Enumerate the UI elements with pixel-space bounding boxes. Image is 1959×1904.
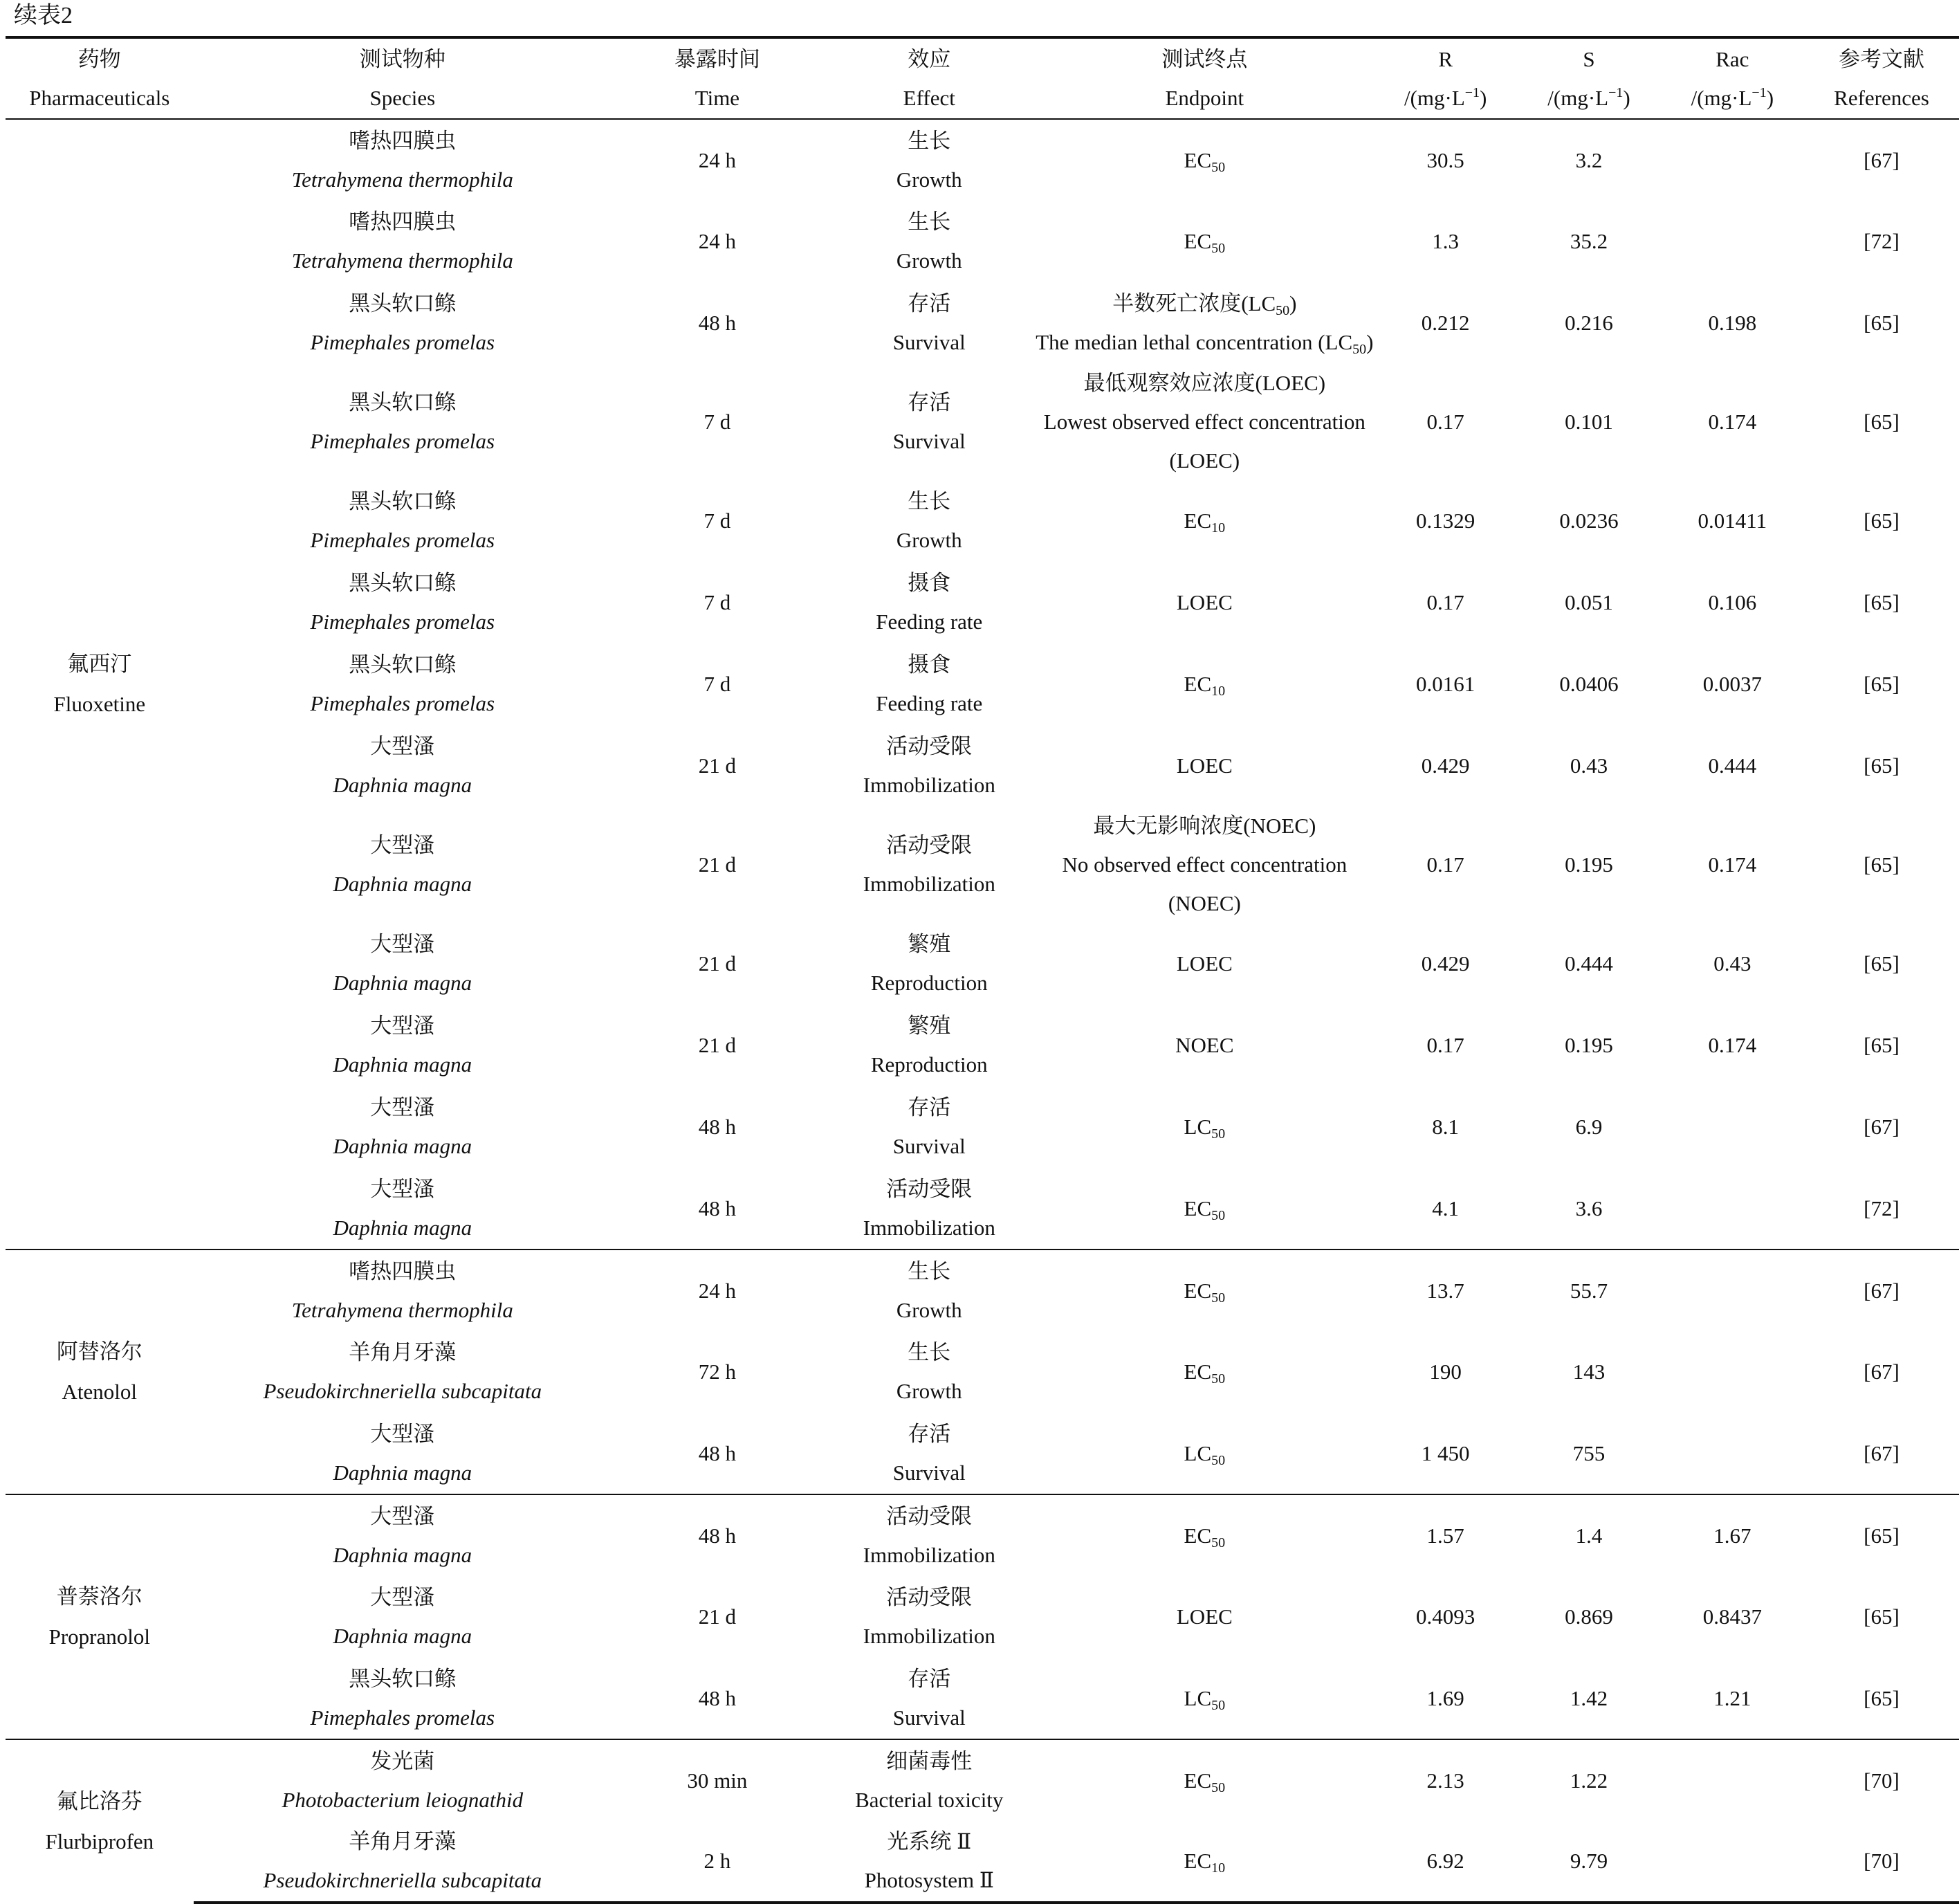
effect-cell xyxy=(823,1250,1036,1331)
endpoint-cell: $EC_{10}$ xyxy=(1036,1821,1374,1903)
species-zh: 大型溞 xyxy=(370,1095,435,1119)
endpoint-cell: $EC_{10}$ xyxy=(1184,672,1226,699)
s-value-cell: 6.9 xyxy=(1575,1115,1603,1139)
effect-zh: 繁殖 xyxy=(908,932,951,956)
time-cell: 7 d xyxy=(703,590,731,614)
r-value-cell: 0.17 xyxy=(1426,590,1464,614)
s-value-cell: 0.216 xyxy=(1565,311,1613,335)
species-en: Daphnia magna xyxy=(333,1134,472,1158)
table-row xyxy=(6,1005,1959,1086)
rac-value-cell: 0.0037 xyxy=(1702,672,1762,696)
effect-en: Growth xyxy=(896,1297,962,1322)
endpoint-cell: $LC_{50}$ xyxy=(1184,1685,1226,1713)
toxicity-table xyxy=(6,36,1959,1904)
rac-value-cell xyxy=(1661,1739,1804,1821)
s-value-cell: 1.22 xyxy=(1517,1739,1660,1821)
effect-cell xyxy=(823,480,1036,562)
time-cell: 21 d xyxy=(698,852,737,877)
r-value-cell: 190 xyxy=(1429,1360,1462,1384)
header-r: R $/(mg\cdot L^{-1})$ xyxy=(1374,37,1517,119)
drug-name-en: Atenolol xyxy=(62,1380,138,1404)
species-en: Daphnia magna xyxy=(333,1624,472,1648)
table-row xyxy=(6,725,1959,807)
effect-en: Feeding rate xyxy=(876,610,983,634)
species-en: Daphnia magna xyxy=(333,872,472,896)
effect-zh: 生长 xyxy=(908,128,951,153)
s-value-cell: 0.195 xyxy=(1565,1033,1613,1057)
table-row xyxy=(6,1250,1959,1331)
effect-zh: 存活 xyxy=(908,390,951,414)
header-species: 测试物种 Species xyxy=(194,37,611,119)
rac-value-cell: 0.444 xyxy=(1708,753,1757,778)
species-zh: 嗜热四膜虫 xyxy=(349,1258,457,1283)
table-row xyxy=(6,201,1959,282)
rac-value-cell xyxy=(1661,1168,1804,1250)
effect-cell xyxy=(823,364,1036,480)
s-value-cell: 0.43 xyxy=(1570,753,1608,778)
time-cell: 24 h xyxy=(698,147,737,172)
species-en: Daphnia magna xyxy=(333,773,472,797)
species-cell xyxy=(194,1168,611,1250)
s-value-cell: 0.051 xyxy=(1565,590,1613,614)
effect-en: Survival xyxy=(892,429,966,453)
endpoint-cell: LOEC xyxy=(1176,1604,1233,1629)
species-zh: 大型溞 xyxy=(370,1503,435,1528)
drug-cell xyxy=(6,1250,194,1494)
effect-cell xyxy=(823,201,1036,282)
table-row xyxy=(6,643,1959,725)
species-cell xyxy=(194,1739,611,1821)
endpoint-cell: LOEC xyxy=(1176,951,1233,976)
effect-en: Survival xyxy=(892,1705,966,1730)
endpoint-cell: $LC_{50}$ xyxy=(1184,1115,1226,1142)
s-value-cell: 0.101 xyxy=(1565,410,1613,434)
species-zh: 黑头软口鲦 xyxy=(349,291,457,315)
time-cell: 48 h xyxy=(611,1494,823,1576)
r-value-cell: 0.0161 xyxy=(1416,672,1475,696)
reference-cell: [65] xyxy=(1864,951,1900,976)
time-cell: 7 d xyxy=(703,672,731,696)
s-value-cell: 755 xyxy=(1572,1440,1606,1465)
effect-zh: 活动受限 xyxy=(886,734,973,758)
species-cell xyxy=(194,1005,611,1086)
species-zh: 发光菌 xyxy=(370,1748,435,1773)
drug-name-en: Fluoxetine xyxy=(53,692,146,716)
endpoint-cell: 最低观察效应浓度(LOEC) Lowest observed effect concentration (LOEC) xyxy=(1043,371,1365,473)
species-cell xyxy=(194,1250,611,1331)
r-value-cell: 13.7 xyxy=(1374,1250,1517,1331)
species-en: Pimephales promelas xyxy=(310,330,495,354)
effect-zh: 活动受限 xyxy=(886,1585,973,1609)
r-value-cell: 0.4093 xyxy=(1416,1604,1475,1629)
s-value-cell: 0.195 xyxy=(1565,852,1613,877)
species-en: Daphnia magna xyxy=(333,971,472,995)
reference-cell: [65] xyxy=(1864,590,1900,614)
time-cell: 48 h xyxy=(698,1115,737,1139)
rac-value-cell: 0.43 xyxy=(1713,951,1751,976)
table-row xyxy=(6,1658,1959,1739)
s-value-cell: 0.0236 xyxy=(1559,509,1619,533)
species-cell xyxy=(194,1331,611,1413)
species-en: Pseudokirchneriella subcapitata xyxy=(263,1868,542,1892)
effect-en: Survival xyxy=(892,330,966,354)
effect-zh: 活动受限 xyxy=(886,1503,973,1528)
reference-cell: [67] xyxy=(1864,1440,1900,1465)
species-zh: 黑头软口鲦 xyxy=(349,1666,457,1691)
r-value-cell: 30.5 xyxy=(1426,147,1464,172)
effect-zh: 生长 xyxy=(908,210,951,234)
r-value-cell: 2.13 xyxy=(1374,1739,1517,1821)
table-row xyxy=(6,1494,1959,1576)
endpoint-cell: $EC_{50}$ xyxy=(1036,1739,1374,1821)
header-rac: Rac $/(mg\cdot L^{-1})$ xyxy=(1661,37,1804,119)
effect-en: Survival xyxy=(892,1460,966,1485)
effect-cell xyxy=(823,1494,1036,1576)
rac-value-cell: 1.67 xyxy=(1661,1494,1804,1576)
rac-value-cell: 0.01411 xyxy=(1698,509,1767,533)
header-endpoint: 测试终点 Endpoint xyxy=(1036,37,1374,119)
time-cell: 30 min xyxy=(611,1739,823,1821)
rac-value-cell: 0.174 xyxy=(1708,1033,1757,1057)
effect-zh: 光系统 Ⅱ xyxy=(887,1829,972,1853)
time-cell: 21 d xyxy=(698,1033,737,1057)
species-cell xyxy=(194,1494,611,1576)
species-en: Pimephales promelas xyxy=(310,429,495,453)
s-value-cell: 9.79 xyxy=(1517,1821,1660,1903)
effect-zh: 活动受限 xyxy=(886,833,973,857)
reference-cell: [65] xyxy=(1864,1604,1900,1629)
effect-en: Reproduction xyxy=(870,971,988,995)
species-en: Daphnia magna xyxy=(333,1052,472,1077)
reference-cell: [65] xyxy=(1804,1494,1959,1576)
r-value-cell: 1.57 xyxy=(1374,1494,1517,1576)
species-en: Pimephales promelas xyxy=(310,528,495,552)
effect-zh: 繁殖 xyxy=(908,1014,951,1038)
s-value-cell: 0.869 xyxy=(1565,1604,1613,1629)
effect-cell xyxy=(823,923,1036,1005)
s-value-cell: 55.7 xyxy=(1517,1250,1660,1331)
effect-cell xyxy=(823,1331,1036,1413)
species-zh: 大型溞 xyxy=(370,1585,435,1609)
rac-value-cell: 0.198 xyxy=(1708,311,1757,335)
r-value-cell: 1 450 xyxy=(1421,1440,1470,1465)
header-references: 参考文献 References xyxy=(1804,37,1959,119)
effect-en: Immobilization xyxy=(863,773,995,797)
effect-zh: 生长 xyxy=(908,1340,951,1364)
rac-value-cell xyxy=(1661,1086,1804,1168)
species-cell xyxy=(194,364,611,480)
s-value-cell: 1.42 xyxy=(1570,1685,1608,1710)
reference-cell: [65] xyxy=(1864,753,1900,778)
species-zh: 嗜热四膜虫 xyxy=(349,128,457,153)
species-zh: 羊角月牙藻 xyxy=(349,1340,457,1364)
species-zh: 大型溞 xyxy=(370,734,435,758)
table-row xyxy=(6,282,1959,364)
species-zh: 黑头软口鲦 xyxy=(349,489,457,513)
rac-value-cell xyxy=(1661,119,1804,201)
s-value-cell: 35.2 xyxy=(1570,229,1608,253)
species-cell xyxy=(194,1413,611,1494)
species-cell xyxy=(194,1821,611,1903)
r-value-cell: 8.1 xyxy=(1432,1115,1460,1139)
time-cell: 48 h xyxy=(698,311,737,335)
drug-cell xyxy=(6,1494,194,1739)
effect-cell xyxy=(823,562,1036,643)
species-en: Pimephales promelas xyxy=(310,691,495,715)
species-zh: 黑头软口鲦 xyxy=(349,652,457,677)
reference-cell: [65] xyxy=(1864,1033,1900,1057)
effect-cell xyxy=(823,1576,1036,1658)
effect-en: Feeding rate xyxy=(876,691,983,715)
time-cell: 21 d xyxy=(698,1604,737,1629)
s-value-cell: 143 xyxy=(1572,1360,1606,1384)
time-cell: 2 h xyxy=(611,1821,823,1903)
reference-cell: [67] xyxy=(1804,1250,1959,1331)
table-row xyxy=(6,562,1959,643)
table-row xyxy=(6,1739,1959,1821)
table-row xyxy=(6,1086,1959,1168)
reference-cell: [67] xyxy=(1864,147,1900,172)
effect-en: Survival xyxy=(892,1134,966,1158)
effect-cell xyxy=(823,1739,1036,1821)
effect-zh: 存活 xyxy=(908,1421,951,1446)
species-en: Tetrahymena thermophila xyxy=(291,248,513,273)
effect-en: Immobilization xyxy=(863,1542,995,1567)
species-zh: 黑头软口鲦 xyxy=(349,390,457,414)
endpoint-cell: $EC_{50}$ xyxy=(1184,1360,1226,1386)
time-cell: 7 d xyxy=(703,410,731,434)
table-row xyxy=(6,807,1959,923)
s-value-cell: 1.4 xyxy=(1517,1494,1660,1576)
species-cell xyxy=(194,725,611,807)
r-value-cell: 0.17 xyxy=(1426,852,1464,877)
effect-en: Immobilization xyxy=(863,872,995,896)
r-value-cell: 0.17 xyxy=(1426,1033,1464,1057)
species-cell xyxy=(194,1086,611,1168)
time-cell: 21 d xyxy=(698,753,737,778)
reference-cell: [65] xyxy=(1864,509,1900,533)
species-zh: 大型溞 xyxy=(370,1014,435,1038)
time-cell: 48 h xyxy=(698,1440,737,1465)
r-value-cell: 0.429 xyxy=(1421,753,1470,778)
effect-en: Immobilization xyxy=(863,1624,995,1648)
time-cell: 72 h xyxy=(698,1360,737,1384)
r-value-cell: 0.1329 xyxy=(1416,509,1475,533)
endpoint-cell: $EC_{50}$ xyxy=(1184,147,1226,175)
effect-cell xyxy=(823,1168,1036,1250)
effect-zh: 生长 xyxy=(908,489,951,513)
species-zh: 羊角月牙藻 xyxy=(349,1829,457,1853)
effect-en: Photosystem Ⅱ xyxy=(864,1868,994,1892)
species-cell xyxy=(194,643,611,725)
drug-name-en: Propranolol xyxy=(48,1624,150,1649)
species-en: Daphnia magna xyxy=(333,1460,472,1485)
species-cell xyxy=(194,923,611,1005)
effect-zh: 存活 xyxy=(908,1666,951,1691)
effect-zh: 活动受限 xyxy=(886,1176,973,1201)
reference-cell: [70] xyxy=(1804,1821,1959,1903)
species-en: Pseudokirchneriella subcapitata xyxy=(263,1379,542,1403)
effect-zh: 摄食 xyxy=(908,652,951,677)
table-row xyxy=(6,480,1959,562)
r-value-cell: 0.17 xyxy=(1426,410,1464,434)
table-row xyxy=(6,1168,1959,1250)
species-en: Photobacterium leiognathid xyxy=(282,1787,524,1812)
endpoint-cell: $EC_{50}$ xyxy=(1184,1196,1226,1223)
effect-en: Growth xyxy=(896,528,962,552)
effect-zh: 存活 xyxy=(908,1095,951,1119)
endpoint-cell: $EC_{50}$ xyxy=(1036,1494,1374,1576)
table-row xyxy=(6,1331,1959,1413)
time-cell: 7 d xyxy=(703,509,731,533)
endpoint-cell: $EC_{10}$ xyxy=(1184,509,1226,536)
species-zh: 嗜热四膜虫 xyxy=(349,210,457,234)
time-cell: 48 h xyxy=(698,1196,737,1220)
effect-cell xyxy=(823,643,1036,725)
effect-cell xyxy=(823,725,1036,807)
species-cell xyxy=(194,807,611,923)
endpoint-cell: $EC_{50}$ xyxy=(1036,1250,1374,1331)
drug-name-zh: 氟西汀 xyxy=(67,652,132,676)
effect-cell xyxy=(823,119,1036,201)
drug-name-zh: 普萘洛尔 xyxy=(56,1584,142,1609)
time-cell: 48 h xyxy=(698,1685,737,1710)
species-cell xyxy=(194,480,611,562)
s-value-cell: 3.2 xyxy=(1575,147,1603,172)
header-drug: 药物 Pharmaceuticals xyxy=(6,37,194,119)
species-en: Pimephales promelas xyxy=(310,1705,495,1730)
endpoint-cell: 最大无影响浓度(NOEC) No observed effect concentration (NOEC) xyxy=(1062,814,1348,915)
species-en: Daphnia magna xyxy=(333,1215,472,1240)
effect-cell xyxy=(823,1413,1036,1494)
rac-value-cell: 0.106 xyxy=(1708,590,1757,614)
effect-en: Immobilization xyxy=(863,1215,995,1240)
reference-cell: [65] xyxy=(1864,1685,1900,1710)
effect-cell xyxy=(823,1658,1036,1739)
reference-cell: [65] xyxy=(1864,410,1900,434)
rac-value-cell xyxy=(1661,1331,1804,1413)
effect-zh: 细菌毒性 xyxy=(886,1748,973,1773)
species-zh: 大型溞 xyxy=(370,1421,435,1446)
species-cell xyxy=(194,201,611,282)
species-cell xyxy=(194,282,611,364)
table-row xyxy=(6,1576,1959,1658)
reference-cell: [65] xyxy=(1864,311,1900,335)
table-body xyxy=(6,119,1959,1903)
species-cell xyxy=(194,1658,611,1739)
r-value-cell: 4.1 xyxy=(1432,1196,1460,1220)
header-time: 暴露时间 Time xyxy=(611,37,823,119)
species-cell xyxy=(194,119,611,201)
reference-cell: [70] xyxy=(1804,1739,1959,1821)
species-en: Pimephales promelas xyxy=(310,610,495,634)
rac-value-cell xyxy=(1661,201,1804,282)
s-value-cell: 0.444 xyxy=(1565,951,1613,976)
reference-cell: [65] xyxy=(1864,852,1900,877)
reference-cell: [72] xyxy=(1864,1196,1900,1220)
species-cell xyxy=(194,562,611,643)
rac-value-cell: 0.174 xyxy=(1708,852,1757,877)
effect-en: Growth xyxy=(896,248,962,273)
table-row xyxy=(6,1413,1959,1494)
effect-cell xyxy=(823,282,1036,364)
time-cell: 21 d xyxy=(698,951,737,976)
drug-cell xyxy=(6,1739,194,1903)
rac-value-cell xyxy=(1661,1413,1804,1494)
endpoint-cell: LOEC xyxy=(1176,590,1233,614)
table-row xyxy=(6,119,1959,201)
drug-name-zh: 氟比洛芬 xyxy=(56,1788,142,1813)
species-zh: 大型溞 xyxy=(370,1176,435,1201)
rac-value-cell xyxy=(1661,1250,1804,1331)
r-value-cell: 6.92 xyxy=(1374,1821,1517,1903)
effect-zh: 存活 xyxy=(908,291,951,315)
effect-zh: 生长 xyxy=(908,1258,951,1283)
drug-name-en: Flurbiprofen xyxy=(45,1829,154,1853)
effect-en: Reproduction xyxy=(870,1052,988,1077)
drug-name-zh: 阿替洛尔 xyxy=(56,1339,142,1364)
rac-value-cell xyxy=(1661,1821,1804,1903)
species-en: Daphnia magna xyxy=(333,1542,472,1567)
r-value-cell: 0.429 xyxy=(1421,951,1470,976)
effect-en: Growth xyxy=(896,167,962,192)
endpoint-cell: NOEC xyxy=(1175,1033,1234,1057)
endpoint-cell: $LC_{50}$ xyxy=(1184,1440,1226,1468)
table-row xyxy=(6,1821,1959,1903)
reference-cell: [65] xyxy=(1864,672,1900,696)
time-cell: 24 h xyxy=(698,229,737,253)
r-value-cell: 0.212 xyxy=(1421,311,1470,335)
species-cell xyxy=(194,1576,611,1658)
species-en: Tetrahymena thermophila xyxy=(291,1297,513,1322)
table-row xyxy=(6,923,1959,1005)
header-row xyxy=(6,37,1959,119)
s-value-cell: 3.6 xyxy=(1575,1196,1603,1220)
endpoint-cell: LOEC xyxy=(1176,753,1233,778)
rac-value-cell: 0.174 xyxy=(1708,410,1757,434)
reference-cell: [67] xyxy=(1864,1115,1900,1139)
table-row xyxy=(6,364,1959,480)
r-value-cell: 1.69 xyxy=(1426,1685,1464,1710)
reference-cell: [67] xyxy=(1864,1360,1900,1384)
species-zh: 黑头软口鲦 xyxy=(349,571,457,595)
rac-value-cell: 1.21 xyxy=(1713,1685,1751,1710)
header-effect: 效应 Effect xyxy=(823,37,1036,119)
r-value-cell: 1.3 xyxy=(1432,229,1460,253)
effect-en: Bacterial toxicity xyxy=(855,1787,1004,1812)
table-caption: 续表2 xyxy=(14,3,73,28)
effect-en: Growth xyxy=(896,1379,962,1403)
effect-cell xyxy=(823,1086,1036,1168)
endpoint-cell: $EC_{50}$ xyxy=(1184,229,1226,256)
drug-cell xyxy=(6,119,194,1250)
species-zh: 大型溞 xyxy=(370,833,435,857)
rac-value-cell: 0.8437 xyxy=(1702,1604,1762,1629)
effect-cell xyxy=(823,1821,1036,1903)
s-value-cell: 0.0406 xyxy=(1559,672,1619,696)
effect-zh: 摄食 xyxy=(908,571,951,595)
reference-cell: [72] xyxy=(1864,229,1900,253)
header-s: S $/(mg\cdot L^{-1})$ xyxy=(1517,37,1660,119)
effect-cell xyxy=(823,807,1036,923)
species-zh: 大型溞 xyxy=(370,932,435,956)
endpoint-cell: 半数死亡浓度$(LC_{50})$ The median lethal concentration $(LC_{50})$ xyxy=(1036,291,1374,357)
time-cell: 24 h xyxy=(611,1250,823,1331)
species-en: Tetrahymena thermophila xyxy=(291,167,513,192)
effect-cell xyxy=(823,1005,1036,1086)
